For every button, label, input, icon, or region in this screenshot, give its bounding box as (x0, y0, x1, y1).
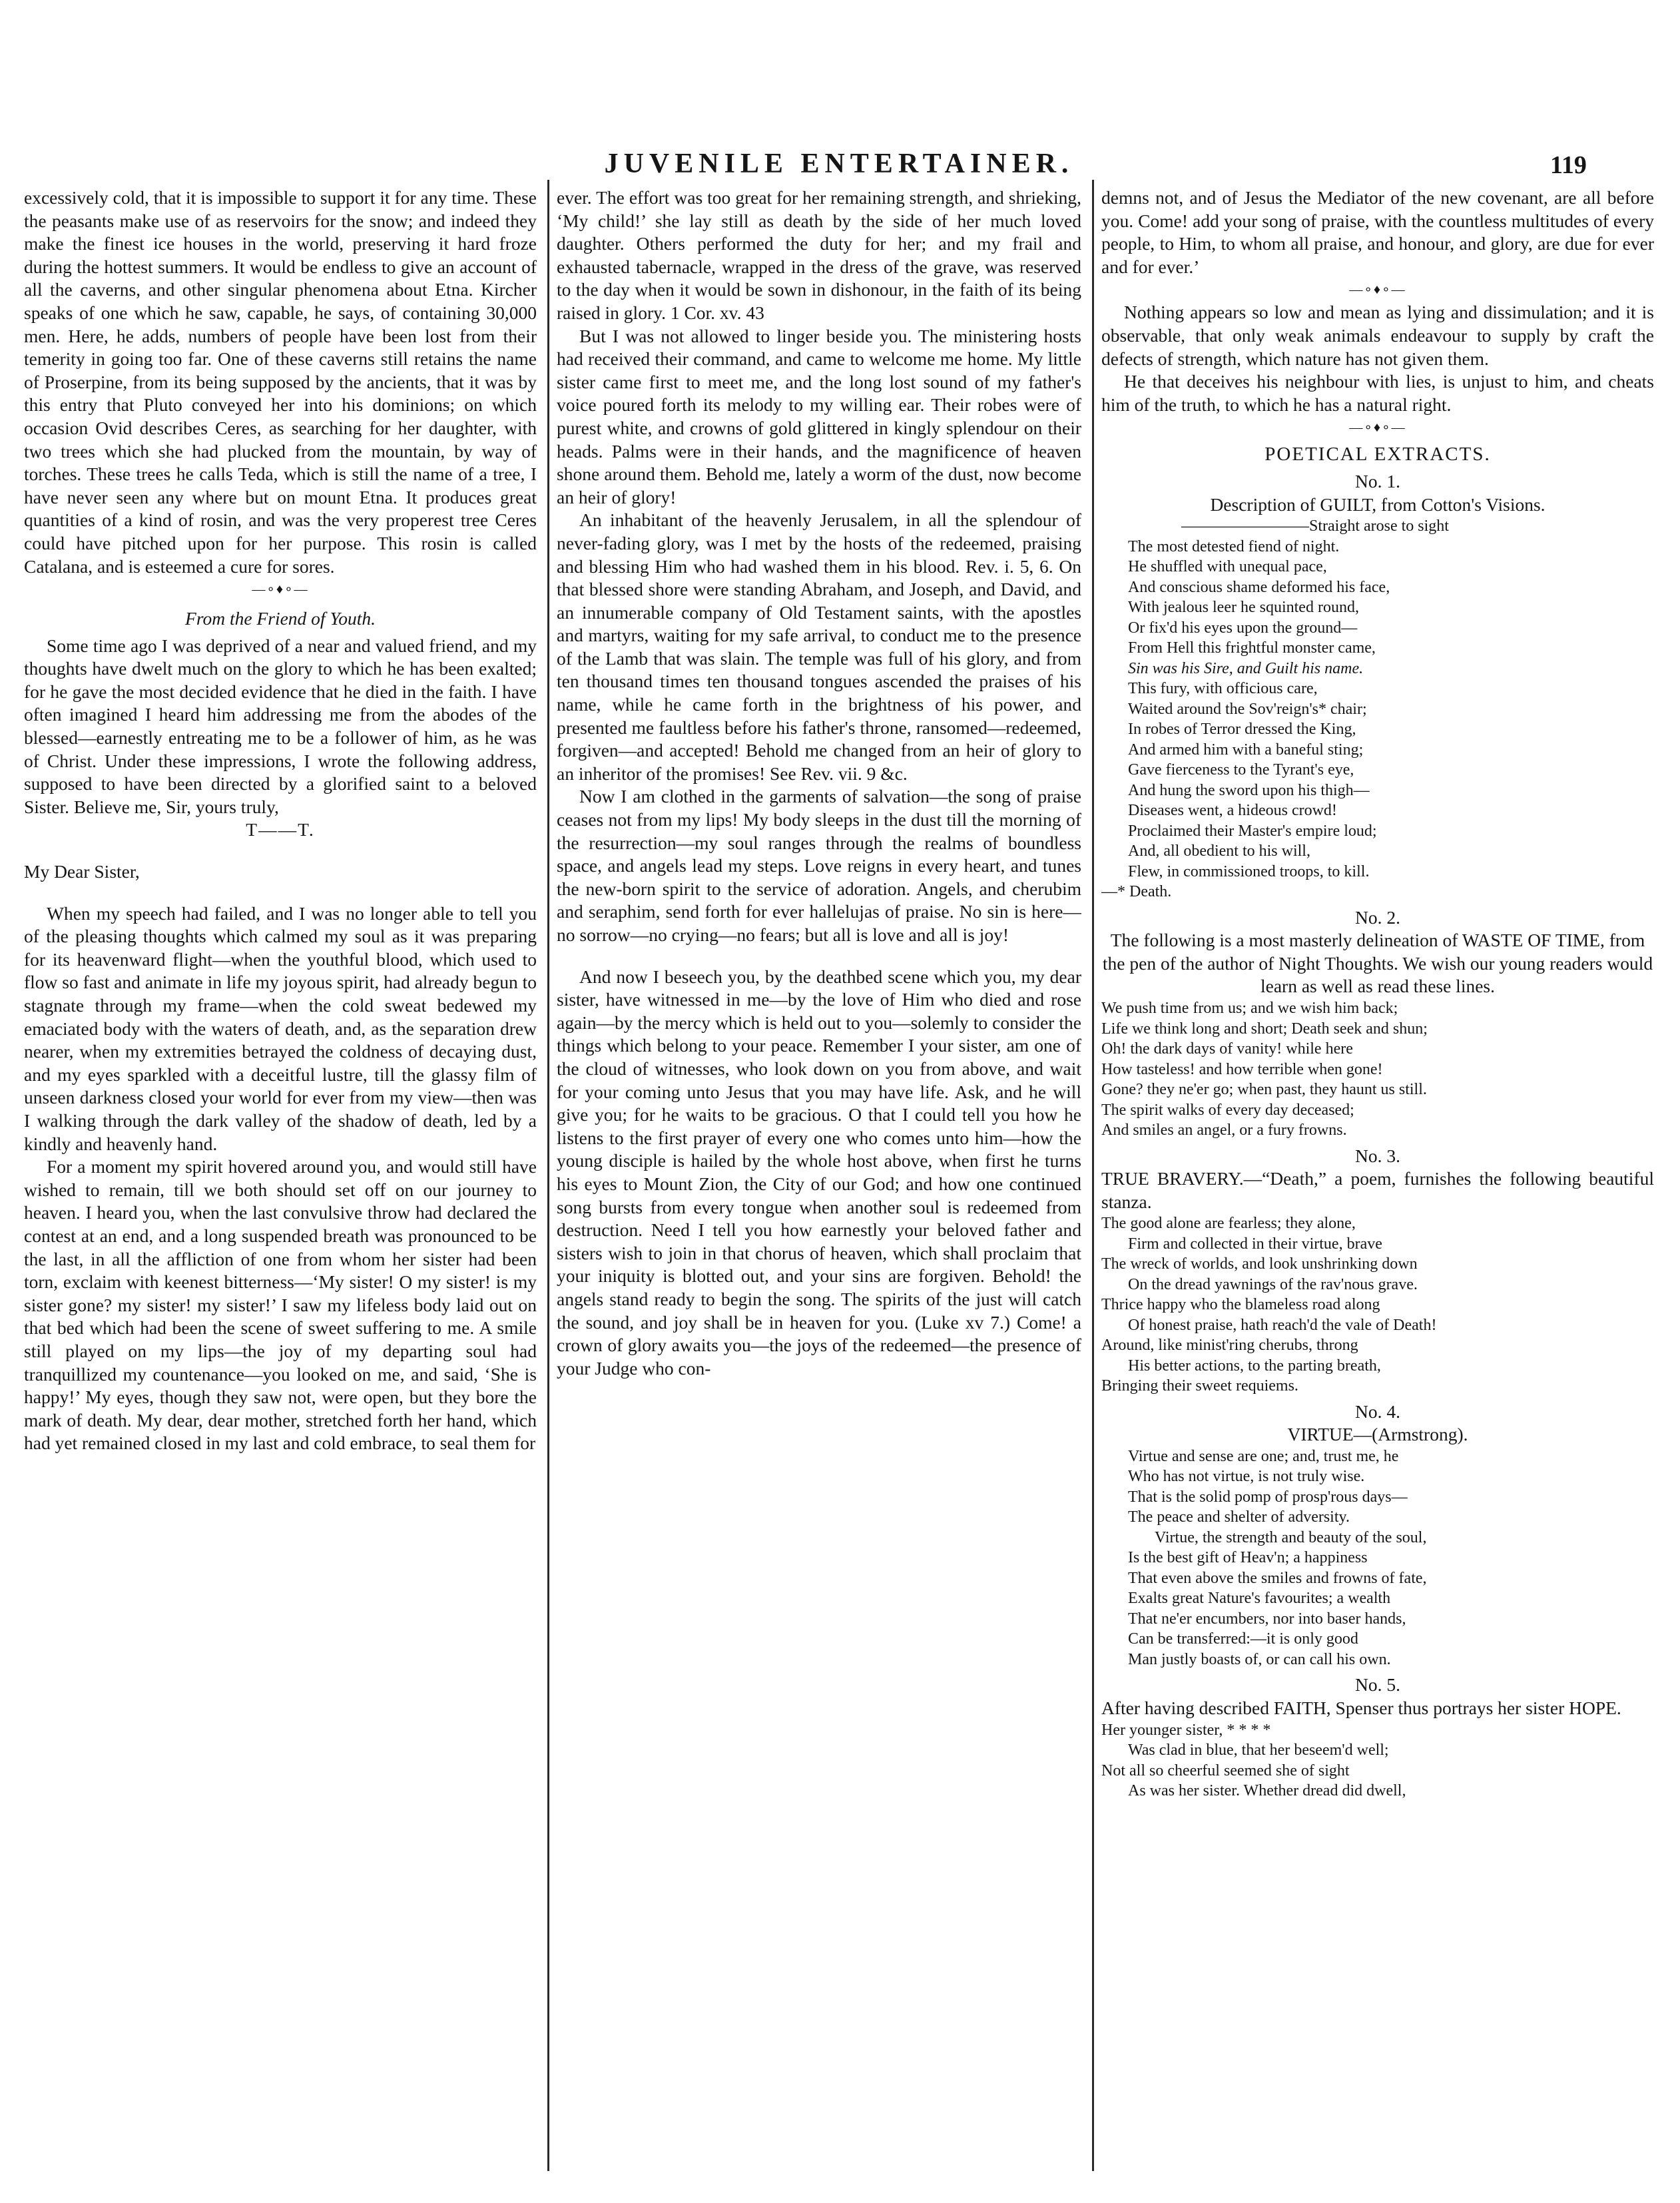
poem-line: Flew, in commissioned troops, to kill. (1128, 862, 1370, 880)
poem-line: Sin was his Sire, and Guilt his name. (1128, 659, 1364, 677)
column-left (24, 186, 537, 2179)
column-rule (1092, 180, 1094, 2171)
poem-line: Around, like minist'ring cherubs, throng (1101, 1337, 1358, 1355)
poem-line: Was clad in blue, that her beseem'd well; (1128, 1741, 1389, 1759)
section-separator: —∘♦∘— (1349, 282, 1406, 298)
poem-line: We push time from us; and we wish him back; (1101, 1000, 1398, 1017)
poem-waste-of-time (1101, 998, 1654, 1141)
extract-number: No. 5. (1355, 1674, 1400, 1696)
poem-line: Gave fierceness to the Tyrant's eye, (1128, 761, 1354, 779)
poem-line: In robes of Terror dressed the King, (1128, 721, 1356, 739)
poem-line: His better actions, to the parting breath, (1128, 1357, 1381, 1375)
poem-virtue (1101, 1446, 1654, 1670)
poem-line: That even above the smiles and frowns of fate, (1128, 1569, 1427, 1587)
paragraph-letter: An inhabitant of the heavenly Jerusalem, in all the splendour of never-fading glory, was I met by the hosts of the redeemed, praising and blessing Him who had washed them in his blood. Rev. i. 5, 6. On that blessed shore were standing Abraham, and Joseph, and David, and an innumerable company of Old Testament saints, with the apostles and martyrs, waiting for my safe arrival, to conduct me to the presence of the Lamb that was slain. The temple was full of his glory, and from ten thousand times ten thousand tongues ascended the praises of his name, while he came forth in the brightness of his power, and presented me faultless before his father's throne, ransomed—redeemed, forgiven—and accepted! Behold me changed from an heir of glory to an inheritor of the promises! See Rev. vii. 9 &c. (557, 509, 1081, 784)
column-right (1101, 186, 1654, 2179)
poem-line: The spirit walks of every day deceased; (1101, 1101, 1354, 1119)
poem-line: Oh! the dark days of vanity! while here (1101, 1040, 1353, 1058)
paragraph-deceit: He that deceives his neighbour with lies, is unjust to him, and cheats him of the truth, to which he has a natural right. (1101, 371, 1654, 415)
poem-line: The wreck of worlds, and look unshrinking down (1101, 1255, 1418, 1273)
extract-title: VIRTUE—(Armstrong). (1287, 1424, 1468, 1445)
paragraph-lying: Nothing appears so low and mean as lying and dissimulation; and it is observable, that only weak animals endeavour to supply by craft the defects of strength, which nature has not given them. (1101, 302, 1654, 369)
page-number: 119 (1550, 151, 1587, 179)
poem-line: Of honest praise, hath reach'd the vale of Death! (1128, 1316, 1437, 1334)
poem-hope (1101, 1720, 1654, 1801)
poem-line: And hung the sword upon his thigh— (1128, 781, 1370, 799)
poem-line: Man justly boasts of, or can call his own. (1128, 1650, 1391, 1668)
poem-line: ————————Straight arose to sight (1181, 517, 1449, 535)
poem-line: Or fix'd his eyes upon the ground— (1128, 619, 1358, 637)
paragraph-etna: excessively cold, that it is impossible to support it for any time. These the peasants make use of as reservoirs for the snow; and indeed they make the finest ice houses in the world, preserving it hard froze during the hottest summers. It would be endless to give an account of all the caverns, and other singular phenomena about Etna. Kircher speaks of one which he saw, capable, he says, of containing 30,000 men. Here, he adds, numbers of people have been lost from their temerity in going too far. One of these caverns still retains the name of Proserpine, from its being supposed by the ancients, that it was by this entry that Pluto conveyed her into his dominions; on which occasion Ovid describes Ceres, as searching for her daughter, with two trees which she had plucked from the mountain, by way of torches. These trees he calls Teda, which is still the name of a tree, I have never seen any where but on mount Etna. It produces great quantities of a kind of rosin, and was the very properest tree Ceres could have pitched upon for her purpose. This rosin is called Catalana, and is esteemed a cure for sores. (24, 187, 537, 577)
poem-line: With jealous leer he squinted round, (1128, 599, 1359, 617)
paragraph-letter: Now I am clothed in the garments of salvation—the song of praise ceases not from my lips! My body sleeps in the dust till the morning of the resurrection—my soul ranges through the realms of boundless space, and angels lead my steps. Love reigns in every heart, and tunes the new-born spirit to the service of adoration. Angels, and cherubim and seraphim, send forth for ever hallelujas of praise. No sin is here—no sorrow—no crying—no fears; but all is love and all is joy! (557, 786, 1081, 945)
salutation: My Dear Sister, (24, 861, 140, 882)
paragraph-letter: When my speech had failed, and I was no longer able to tell you of the pleasing thoughts which calmed my soul as it was preparing for its heavenward flight—when the youthful blood, which used to flow so fast and animate in life my joyous spirit, had already begun to stagnate through my frame—when the cold sweat bedewed my emaciated body with the waters of death, and, as the separation drew nearer, when my extremities betrayed the coldness of decaying dust, and my eyes sparkled with a deceitful lustre, till the glassy film of unseen darkness closed your world for ever from my view—then was I walking through the dark valley of the shadow of death, led by a kindly and heavenly hand. (24, 902, 537, 1154)
poem-line: Bringing their sweet requiems. (1101, 1377, 1298, 1395)
poem-line: Firm and collected in their virtue, brave (1128, 1235, 1382, 1253)
running-title: JUVENILE ENTERTAINER. (604, 149, 1074, 179)
section-title: POETICAL EXTRACTS. (1264, 444, 1491, 466)
poem-line: Life we think long and short; Death seek and shun; (1101, 1020, 1428, 1038)
poem-line: That is the solid pomp of prosp'rous days— (1128, 1488, 1408, 1506)
poem-line: And armed him with a baneful sting; (1128, 741, 1364, 759)
paragraph-intro: Some time ago I was deprived of a near and valued friend, and my thoughts have dwelt much on the glory to which he has been exalted; for he gave the most decided evidence that he died in the faith. I have often imagined I heard him addressing me from the abodes of the blessed—earnestly entreating me to be a follower of him, as he was of Christ. Under these impressions, I wrote the following address, supposed to have been directed by a glorified saint to a beloved Sister. Believe me, Sir, yours truly, (24, 635, 537, 817)
poem-line: And, all obedient to his will, (1128, 842, 1310, 860)
extract-number: No. 3. (1355, 1145, 1400, 1166)
paragraph-letter: ever. The effort was too great for her remaining strength, and shrieking, ‘My child!’ she lay still as death by the side of her much loved daughter. Others performed the duty for her; and my frail and exhausted tabernacle, wrapped in the dress of the grave, was reserved to the day when it would be sown in dishonour, in the faith of its being raised in glory. 1 Cor. xv. 43 (557, 187, 1081, 323)
extract-intro: After having described FAITH, Spenser thus portrays her sister HOPE. (1101, 1698, 1621, 1719)
poem-line: From Hell this frightful monster came, (1128, 639, 1376, 657)
poem-line: Her younger sister, * * * * (1101, 1721, 1271, 1739)
poem-true-bravery (1101, 1213, 1654, 1397)
poem-line: Who has not virtue, is not truly wise. (1128, 1468, 1365, 1486)
extract-number: No. 2. (1355, 906, 1400, 928)
poem-line: Diseases went, a hideous crowd! (1128, 802, 1337, 820)
poem-line: Thrice happy who the blameless road along (1101, 1296, 1380, 1314)
column-middle (557, 186, 1081, 2179)
poem-line: Virtue, the strength and beauty of the soul, (1155, 1528, 1427, 1546)
poem-guilt (1101, 516, 1654, 902)
paragraph-letter: And now I beseech you, by the deathbed scene which you, my dear sister, have witnessed in me—by the love of Him who died and rose again—by the mercy which is held out to you—solemly to consider the things which belong to your peace. Remember I your sister, am one of the cloud of witnesses, who look down on you from above, and wait for your coming unto Jesus that you may have life. Ask, and he will give you; for he waits to be gracious. O that I could tell you how he listens to the first prayer of every one who comes unto him—how the young disciple is hailed by the whole host above, when first he turns his eyes to Mount Zion, the City of our God; and how one continued song bursts from every tongue when another soul is redeemed from destruction. Need I tell you how earnestly your beloved father and sisters wish to join in that chorus of heaven, which shall proclaim that your iniquity is blotted out, and your sins are forgiven. Behold! the angels stand ready to begin the song. The spirits of the just will catch the sound, and joy shall be in heaven for you. (Luke xv 7.) Come! a crown of glory awaits you—the joys of the redeemed—the presence of your Judge who con- (557, 966, 1081, 1379)
poem-line: That ne'er encumbers, nor into baser hands, (1128, 1610, 1406, 1628)
poem-line: Waited around the Sov'reign's* chair; (1128, 700, 1367, 718)
poem-line: Not all so cheerful seemed she of sight (1101, 1761, 1350, 1779)
poem-line: The peace and shelter of adversity. (1128, 1508, 1350, 1526)
column-rule (547, 180, 549, 2171)
extract-intro: TRUE BRAVERY.—“Death,” a poem, furnishes the following beautiful stanza. (1101, 1168, 1654, 1212)
poem-line: As was her sister. Whether dread did dwell, (1128, 1782, 1406, 1800)
poem-line: Proclaimed their Master's empire loud; (1128, 822, 1377, 840)
poem-line: On the dread yawnings of the rav'nous grave. (1128, 1275, 1418, 1293)
poem-line: He shuffled with unequal pace, (1128, 558, 1327, 576)
poem-line: Is the best gift of Heav'n; a happiness (1128, 1549, 1368, 1567)
extract-number: No. 4. (1355, 1401, 1400, 1422)
poem-line: The most detested fiend of night. (1128, 537, 1340, 555)
poem-line: And conscious shame deformed his face, (1128, 578, 1390, 596)
poem-line: Can be transferred:—it is only good (1128, 1630, 1358, 1648)
paragraph-letter: But I was not allowed to linger beside you. The ministering hosts had received their command, and came to welcome me home. My little sister came first to meet me, and the long lost sound of my father's voice poured forth its melody to my willing ear. Their robes were of purest white, and crowns of gold glittered in kingly splendour on their heads. Palms were in their hands, and the magnificence of heaven shone around them. Behold me, lately a worm of the dust, now become an heir of glory! (557, 325, 1081, 507)
poem-footnote: —* Death. (1101, 883, 1172, 901)
poem-line: The good alone are fearless; they alone, (1101, 1215, 1356, 1233)
paragraph-letter-end: demns not, and of Jesus the Mediator of the new covenant, are all before you. Come! add your song of praise, with the countless multitudes of every people, to Him, to whom all praise, and honour, and glory, are due for ever and for ever.’ (1101, 187, 1654, 277)
extract-number: No. 1. (1355, 470, 1400, 491)
signature: T——T. (246, 819, 315, 840)
poem-line: Virtue and sense are one; and, trust me, he (1128, 1447, 1399, 1465)
article-heading: From the Friend of Youth. (185, 608, 376, 629)
extract-intro: The following is a most masterly delineation of WASTE OF TIME, from the pen of the author of Night Thoughts. We wish our young readers would learn as well as read these lines. (1102, 930, 1653, 997)
poem-line: How tasteless! and how terrible when gone! (1101, 1060, 1383, 1078)
paragraph-letter: For a moment my spirit hovered around you, and would still have wished to remain, till we both should set off on our journey to heaven. I heard you, when the last convulsive throw had declared the contest at an end, and a long suspended breath was pronounced to be the last, in all the affliction of one from whom her sister had been torn, exclaim with keenest bitterness—‘My sister! O my sister! is my sister gone? my sister! my sister!’ I saw my lifeless body laid out on that bed which had been the scene of sweet suffering to me. A smile still played on my lips—the joy of my departing soul had tranquillized my countenance—you looked on me, and said, ‘She is happy!’ My eyes, though they saw not, were open, but they bore the mark of death. My dear, dear mother, stretched forth her hand, which had yet remained closed in my last and cold embrace, to seal them for (24, 1156, 537, 1454)
poem-line: This fury, with officious care, (1128, 680, 1318, 698)
poem-line: Gone? they ne'er go; when past, they haunt us still. (1101, 1081, 1427, 1098)
section-separator: —∘♦∘— (1349, 420, 1406, 436)
poem-line: And smiles an angel, or a fury frowns. (1101, 1121, 1347, 1139)
extract-title: Description of GUILT, from Cotton's Visions. (1210, 493, 1545, 515)
section-separator: —∘♦∘— (252, 582, 309, 597)
poem-line: Exalts great Nature's favourites; a wealth (1128, 1590, 1391, 1608)
